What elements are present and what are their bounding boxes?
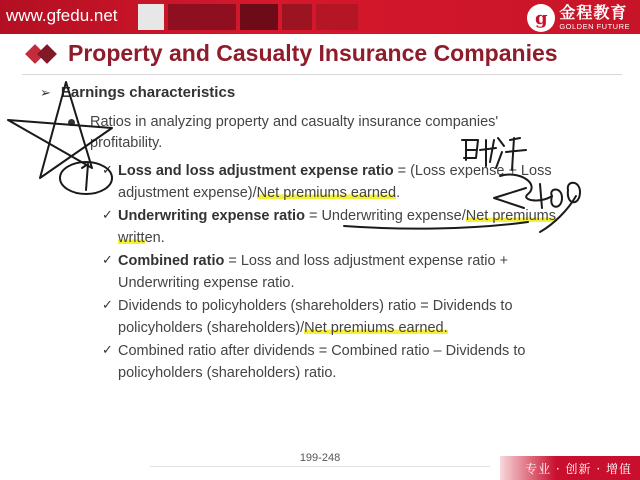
footer-divider (150, 466, 490, 467)
ratio-item-text: Net premiums earned (256, 185, 397, 201)
ratio-item-text: . (396, 185, 401, 201)
checkmark-icon: ✓ (102, 343, 113, 358)
logo-mark-icon: g (527, 4, 555, 32)
ratio-item-text: = Underwriting expense/ (304, 208, 466, 224)
ratio-item-text: en. (144, 230, 165, 246)
ratio-item-text: Underwriting expense ratio (118, 208, 305, 224)
ratio-item-text: Loss and loss adjustment expense ratio (118, 163, 394, 179)
bullet-level2 (68, 112, 568, 154)
footer-band (500, 456, 640, 480)
ratio-item (102, 250, 582, 294)
bullet-level2-text: Ratios in analyzing property and casualty insurance companies' profitability. (90, 114, 499, 151)
ratio-item-text: Combined ratio (118, 253, 225, 269)
ratio-list (102, 160, 582, 385)
checkmark-icon: ✓ (102, 298, 113, 313)
ratio-item-text: Combined ratio after dividends = Combined ratio – Dividends to policyholders (shareholders) ratio. (118, 343, 526, 381)
ratio-item (102, 160, 582, 204)
ratio-item (102, 205, 582, 249)
bullet-level1-text: Earnings characteristics (60, 84, 236, 101)
logo-chinese-name: 金程教育 (559, 3, 628, 23)
checkmark-icon: ✓ (102, 163, 113, 178)
checkmark-icon: ✓ (102, 253, 113, 268)
ratio-item-text: Net premiums writt (118, 208, 556, 246)
checkmark-icon: ✓ (102, 208, 113, 223)
ratio-item (102, 340, 582, 384)
ratio-item-text: Net premiums earned. (304, 320, 448, 336)
logo-english-name: GOLDEN FUTURE (559, 22, 630, 32)
ratio-item-text: = Loss and loss adjustment expense ratio + Underwriting expense ratio. (118, 253, 509, 291)
slide-title: Property and Casualty Insurance Companies (68, 40, 558, 66)
bullet-level1 (40, 84, 235, 101)
site-url: www.gfedu.net (6, 6, 118, 25)
ratio-item (102, 295, 582, 339)
footer-slogan: 专业 · 创新 · 增值 (525, 462, 632, 476)
page-number: 199-248 (299, 452, 341, 464)
ratio-item-text: = (Loss expense + Loss adjustment expense)/ (118, 163, 552, 201)
arrow-bullet-icon: ➢ (40, 85, 51, 100)
ratio-item-text: Dividends to policyholders (shareholders) ratio = Dividends to policyholders (shareholders)/ (118, 298, 513, 336)
dot-bullet-icon (68, 119, 75, 126)
